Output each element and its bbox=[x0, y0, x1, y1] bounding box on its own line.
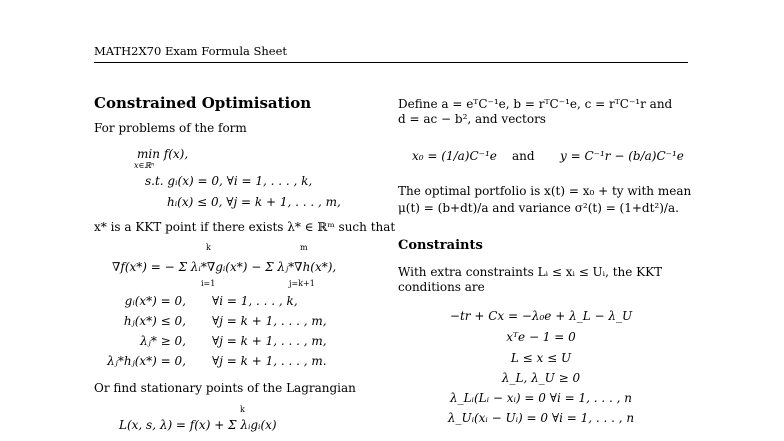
sum2-upper: m bbox=[300, 243, 308, 252]
sum1-lower: i=1 bbox=[201, 279, 216, 288]
constraint-ineq-line: hᵢ(x) ≤ 0, ∀j = k + 1, . . . , m, bbox=[167, 195, 341, 209]
define-line-1: Define a = eᵀC⁻¹e, b = rᵀC⁻¹e, c = rᵀC⁻¹r and bbox=[398, 97, 673, 111]
sum1-upper: k bbox=[206, 243, 211, 252]
kkt-cond-lhs: λⱼ* ≥ 0, bbox=[140, 334, 186, 348]
page-header: MATH2X70 Exam Formula Sheet bbox=[94, 44, 288, 58]
kkt-cond-lhs: λⱼ*hⱼ(x*) = 0, bbox=[107, 354, 186, 368]
constraint-equation: xᵀe − 1 = 0 bbox=[506, 330, 576, 344]
lagrangian-eq: L(x, s, λ) = f(x) + Σ λᵢgᵢ(x) bbox=[119, 418, 277, 432]
constraint-equation: −tr + Cx = −λ₀e + λ_L − λ_U bbox=[449, 309, 633, 323]
constraints-title: Constraints bbox=[398, 238, 483, 253]
lagrangian-intro: Or find stationary points of the Lagrangian bbox=[94, 381, 356, 395]
define-line-2: d = ac − b², and vectors bbox=[398, 112, 546, 126]
constraint-equation: L ≤ x ≤ U bbox=[510, 351, 572, 365]
y-definition: y = C⁻¹r − (b/a)C⁻¹e bbox=[560, 149, 684, 163]
kkt-cond-rhs: ∀j = k + 1, . . . , m. bbox=[212, 354, 327, 368]
kkt-cond-rhs: ∀j = k + 1, . . . , m, bbox=[212, 334, 327, 348]
objective-line: min f(x), bbox=[137, 147, 189, 161]
x0-definition: x₀ = (1/a)C⁻¹e bbox=[412, 149, 497, 163]
and-word: and bbox=[512, 149, 535, 163]
kkt-cond-rhs: ∀j = k + 1, . . . , m, bbox=[212, 314, 327, 328]
min-subscript: x∈ℝⁿ bbox=[134, 161, 155, 170]
constraint-equation: λ_Uᵢ(xᵢ − Uᵢ) = 0 ∀i = 1, . . . , n bbox=[447, 411, 635, 425]
kkt-cond-lhs: hⱼ(x*) ≤ 0, bbox=[123, 314, 186, 328]
kkt-intro: x* is a KKT point if there exists λ* ∈ ℝᵐ such that bbox=[94, 220, 396, 234]
lagrangian-sum-upper: k bbox=[240, 405, 245, 414]
constraints-intro-2: conditions are bbox=[398, 280, 485, 294]
optimal-line-2: μ(t) = (b+dt)/a and variance σ²(t) = (1+dt²)/a. bbox=[398, 201, 679, 215]
constraint-equation: λ_L, λ_U ≥ 0 bbox=[501, 371, 581, 385]
kkt-gradient-eq: ∇f(x*) = − Σ λᵢ*∇gᵢ(x*) − Σ λⱼ*∇h(x*), bbox=[112, 260, 337, 274]
constraints-intro-1: With extra constraints Lᵢ ≤ xᵢ ≤ Uᵢ, the KKT bbox=[398, 265, 663, 279]
sum2-lower: j=k+1 bbox=[289, 279, 315, 288]
intro-text: For problems of the form bbox=[94, 121, 247, 135]
section-title: Constrained Optimisation bbox=[94, 94, 312, 112]
optimal-line-1: The optimal portfolio is x(t) = x₀ + ty with mean bbox=[398, 184, 692, 198]
constraint-eq-line: s.t. gᵢ(x) = 0, ∀i = 1, . . . , k, bbox=[145, 174, 313, 188]
kkt-cond-lhs: gᵢ(x*) = 0, bbox=[124, 294, 186, 308]
constraint-equation: λ_Lᵢ(Lᵢ − xᵢ) = 0 ∀i = 1, . . . , n bbox=[449, 391, 632, 405]
header-rule bbox=[94, 62, 688, 63]
kkt-cond-rhs: ∀i = 1, . . . , k, bbox=[212, 294, 298, 308]
